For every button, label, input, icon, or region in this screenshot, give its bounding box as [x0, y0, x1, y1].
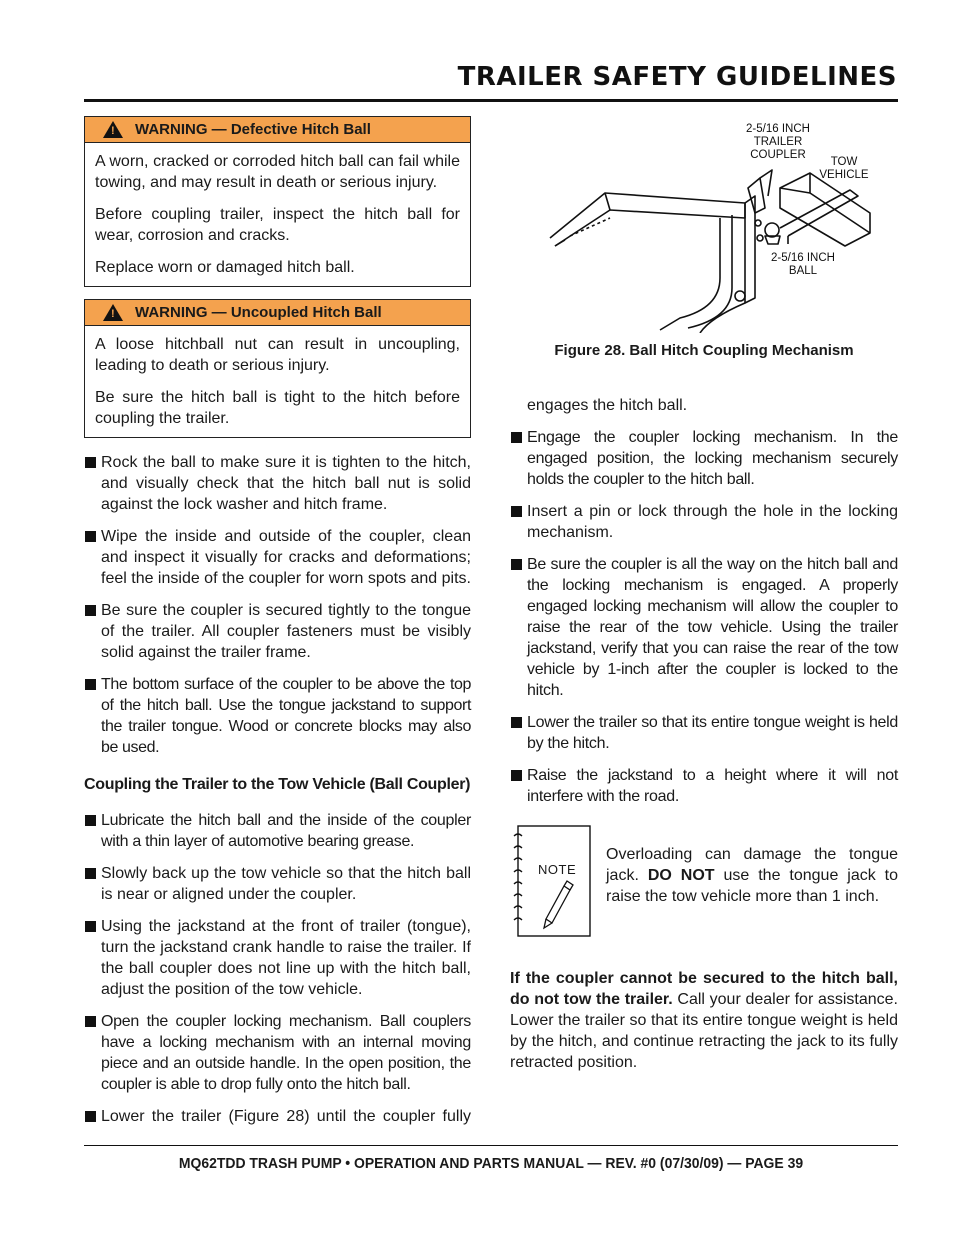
hitch-diagram [510, 118, 898, 333]
label-hitch-ball: 2-5/16 INCH BALL [771, 252, 835, 277]
continued-text: engages the hitch ball. [527, 397, 688, 414]
hitch-check-list [84, 452, 471, 758]
list-item: Slowly back up the tow vehicle so that the hitch ball is near or aligned under the coupler. [84, 863, 471, 905]
note-box [510, 824, 898, 940]
list-item: The bottom surface of the coupler to be above the top of the hitch ball. Use the tongue jackstand to support the trailer tongue. Wood or concrete blocks may also be used. [84, 674, 471, 758]
notepad-icon [512, 824, 592, 938]
warning-paragraph: Be sure the hitch ball is tight to the hitch before coupling the trailer. [95, 389, 460, 427]
section-heading: Coupling the Trailer to the Tow Vehicle (Ball Coupler) [84, 776, 471, 793]
ball-hitch-figure [510, 118, 898, 358]
label-trailer-coupler: 2-5/16 INCH TRAILER COUPLER [746, 123, 810, 161]
list-item: Lower the trailer so that its entire tongue weight is held by the hitch. [510, 712, 898, 754]
coupling-steps-continued [510, 427, 898, 807]
list-item: Lower the trailer (Figure 28) until the coupler fully [84, 1106, 471, 1127]
closing-text: Call your dealer for assistance. Lower the trailer so that its entire tongue weight is held by the hitch, and continue retracting the jack to its fully retracted position. [510, 991, 898, 1071]
warning-paragraph: A worn, cracked or corroded hitch ball can fail while towing, and may result in death or serious injury. [95, 153, 460, 191]
warning-triangle-icon: ! [103, 121, 123, 138]
figure-caption: Figure 28. Ball Hitch Coupling Mechanism [554, 342, 854, 359]
warning-body [85, 326, 470, 437]
list-item: Using the jackstand at the front of trailer (tongue), turn the jackstand crank handle to raise the trailer. If the ball coupler does not line up with the hitch ball, adjust the position of the tow vehicle. [84, 916, 471, 1000]
list-item: Raise the jackstand to a height where it will not interfere with the road. [510, 765, 898, 807]
closing-paragraph [510, 968, 898, 1073]
warning-paragraph: Before coupling trailer, inspect the hitch ball for wear, corrosion and cracks. [95, 206, 460, 244]
list-item: Be sure the coupler is all the way on the hitch ball and the locking mechanism is engaged. A properly engaged locking mechanism will allow the coupler to raise the rear of the tow vehicle. Using the trailer jackstand, verify that you can raise the rear of the tow vehicle by 1-inch after the coupler is locked to the hitch. [510, 554, 898, 701]
list-item: Engage the coupler locking mechanism. In the engaged position, the locking mechanism securely holds the coupler to the hitch ball. [510, 427, 898, 490]
note-icon-label: NOTE [538, 862, 577, 877]
note-text-rest: use the tongue jack to raise the tow vehicle more than 1 inch. [606, 867, 899, 905]
closing-emphasis: If the coupler cannot be secured to the hitch ball, do not tow the trailer. [510, 970, 898, 1008]
right-column [510, 395, 898, 818]
list-item: Open the coupler locking mechanism. Ball couplers have a locking mechanism with an internal moving piece and an outside handle. In the open position, the coupler is able to drop fully onto the hitch ball. [84, 1011, 471, 1095]
warning-heading: WARNING — Uncoupled Hitch Ball [135, 304, 382, 321]
coupling-steps-list [84, 810, 471, 1127]
label-tow-vehicle: TOW VEHICLE [819, 156, 869, 181]
warning-triangle-icon: ! [103, 304, 123, 321]
warning-header [85, 300, 470, 326]
list-item: Lubricate the hitch ball and the inside of the coupler with a thin layer of automotive bearing grease. [84, 810, 471, 852]
note-text-emphasis: DO NOT [647, 867, 715, 884]
note-text [606, 844, 898, 907]
footer-rule [84, 1145, 898, 1146]
warning-box-defective-hitch [84, 116, 471, 287]
list-item: Wipe the inside and outside of the coupler, clean and inspect it visually for cracks and deformations; feel the inside of the coupler for worn spots and pits. [84, 526, 471, 589]
warning-body [85, 143, 470, 286]
list-item: Be sure the coupler is secured tightly to the tongue of the trailer. All coupler fasteners must be visibly solid against the trailer frame. [84, 600, 471, 663]
title-rule [84, 99, 898, 102]
warning-paragraph: A loose hitchball nut can result in uncoupling, leading to death or serious injury. [95, 336, 460, 374]
warning-box-uncoupled-hitch [84, 299, 471, 438]
note-text-intro: Overloading can damage the tongue jack. [606, 846, 898, 884]
list-item: Rock the ball to make sure it is tighten to the hitch, and visually check that the hitch ball nut is solid against the lock washer and hitch frame. [84, 452, 471, 515]
warning-heading: WARNING — Defective Hitch Ball [135, 121, 371, 138]
page-footer: MQ62TDD TRASH PUMP • OPERATION AND PARTS MANUAL — REV. #0 (07/30/09) — PAGE 39 [178, 1155, 804, 1172]
warning-header [85, 117, 470, 143]
page-title: TRAILER SAFETY GUIDELINES [457, 62, 897, 92]
list-item: Insert a pin or lock through the hole in the locking mechanism. [510, 501, 898, 543]
warning-paragraph: Replace worn or damaged hitch ball. [95, 259, 355, 276]
left-column [84, 116, 471, 1138]
